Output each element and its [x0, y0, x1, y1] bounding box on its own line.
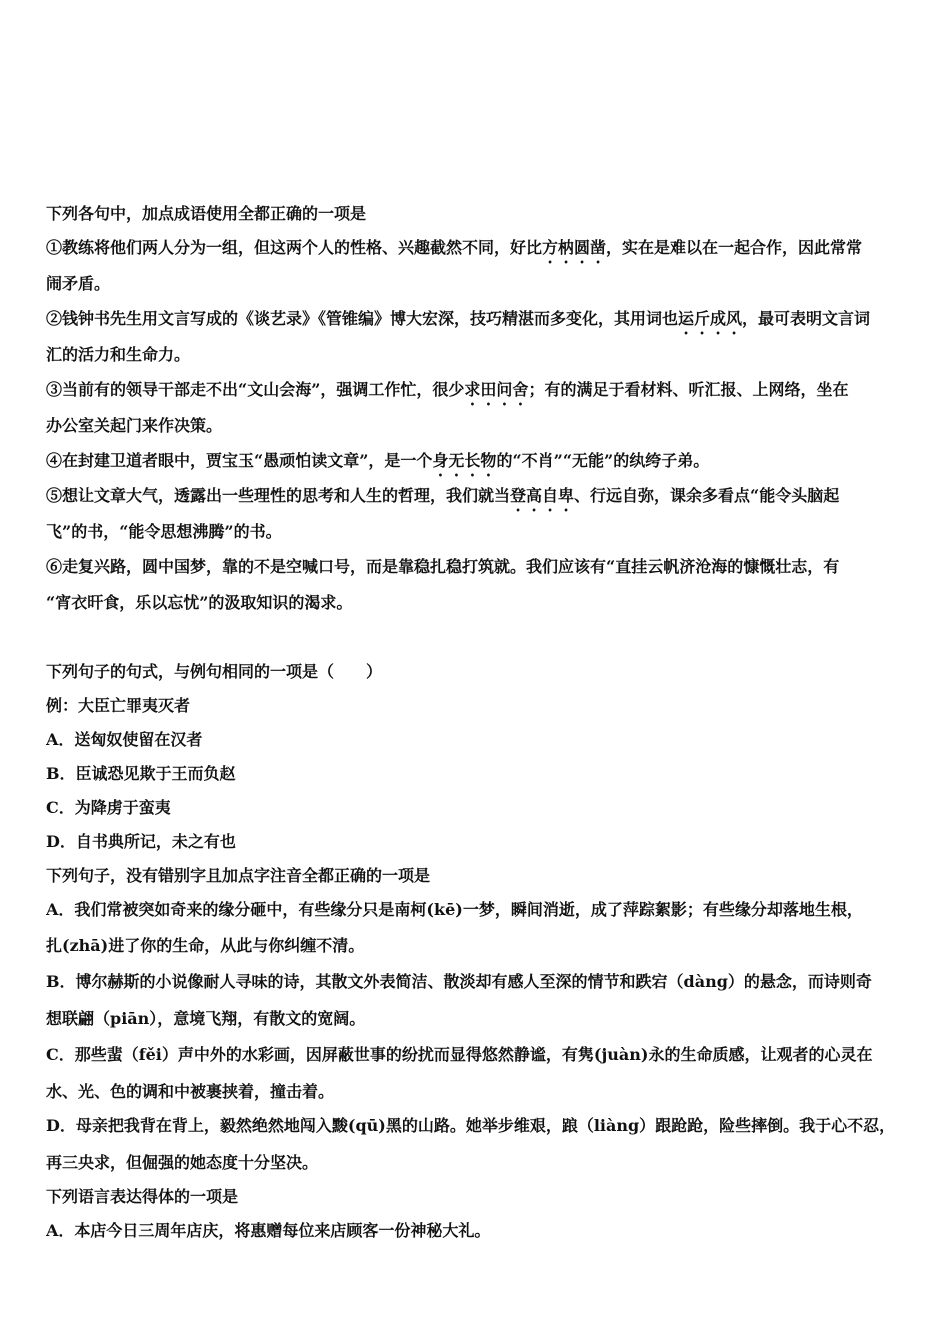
q3-stem: 下列句子，没有错别字且加点字注音全都正确的一项是: [46, 866, 431, 885]
text: ⑤想让文章大气，透露出一些理性的思考和人生的哲理，我们就当: [46, 486, 511, 505]
q2-option-b[interactable]: B．臣诚恐见欺于王而负赵: [46, 764, 236, 783]
text: ①教练将他们两人分为一组，但这两个人的性格、兴趣截然不同，好比: [46, 238, 543, 257]
q1-sentence-2-cont: 汇的活力和生命力。: [46, 345, 191, 364]
q1-sentence-5-cont: 飞”的书，“能令思想沸腾”的书。: [46, 522, 282, 541]
q2-option-a[interactable]: A．送匈奴使留在汉者: [46, 730, 203, 749]
q1-sentence-1-cont: 闹矛盾。: [46, 274, 111, 293]
q2-option-d[interactable]: D．自书典所记，未之有也: [46, 832, 236, 851]
q1-sentence-3: [46, 378, 908, 409]
text: ；有的满足于看材料、听汇报、上网络，坐在: [528, 380, 849, 399]
q3-option-c-cont: 水、光、色的调和中被裹挟着，撞击着。: [46, 1082, 335, 1101]
q1-sentence-6: ⑥走复兴路，圆中国梦，靠的不是空喊口号，而是靠稳扎稳打筑就。我们应该有“直挂云帆济沧海的慷慨壮志，有: [46, 557, 840, 576]
q2-stem: 下列句子的句式，与例句相同的一项是（ ）: [46, 662, 383, 681]
q1-sentence-6-cont: “宵衣旰食，乐以忘忧”的汲取知识的渴求。: [46, 593, 353, 612]
text: ，实在是难以在一起合作，因此常常: [606, 238, 863, 257]
q3-option-a[interactable]: A．我们常被突如奇来的缘分砸中，有些缘分只是南柯(kē)一梦，瞬间消逝，成了萍踪絮影；有些缘分却落地生根，: [46, 900, 863, 919]
q1-sentence-1: [46, 236, 908, 267]
q1-stem: 下列各句中，加点成语使用全都正确的一项是: [46, 204, 367, 223]
q2-option-c[interactable]: C．为降虏于蛮夷: [46, 798, 171, 817]
q1-sentence-2: [46, 307, 908, 338]
dotted-idiom: 求田问舍: [464, 380, 529, 399]
dotted-idiom: 身无长物: [432, 451, 497, 470]
dotted-idiom: 方枘圆凿: [542, 238, 607, 257]
text: ，最可表明文言词: [742, 309, 871, 328]
q3-option-b[interactable]: B．博尔赫斯的小说像耐人寻味的诗，其散文外表简洁、散淡却有感人至深的情节和跌宕（dàng）的悬念，而诗则奇: [46, 972, 872, 991]
q3-option-c[interactable]: C．那些蜚（fěi）声中外的水彩画，因屏蔽世事的纷扰而显得悠然静谧，有隽(juàn)永的生命质感，让观者的心灵在: [46, 1045, 873, 1064]
text: 、行远自弥，课余多看点“能令头脑起: [574, 486, 840, 505]
q1-sentence-5: [46, 484, 908, 515]
text: ④在封建卫道者眼中，贾宝玉“愚顽怕读文章”，是一个: [46, 451, 433, 470]
q3-option-a-cont: 扎(zhā)进了你的生命，从此与你纠缠不清。: [46, 936, 365, 955]
dotted-idiom: 登高自卑: [510, 486, 575, 505]
dotted-idiom: 运斤成风: [678, 309, 743, 328]
q3-option-b-cont: 想联翩（piān），意境飞翔，有散文的宽阔。: [46, 1009, 366, 1028]
q1-sentence-4: [46, 449, 908, 480]
text: ②钱钟书先生用文言写成的《谈艺录》《管锥编》博大宏深，技巧精湛而多变化，其用词也: [46, 309, 679, 328]
q2-example: 例：大臣亡罪夷灭者: [46, 696, 191, 715]
q4-stem: 下列语言表达得体的一项是: [46, 1187, 239, 1206]
text: ③当前有的领导干部走不出“文山会海”，强调工作忙，很少: [46, 380, 465, 399]
q3-option-d[interactable]: D．母亲把我背在背上，毅然绝然地闯入黢(qū)黑的山路。她举步维艰，踉（liàng）跟跄跄，险些摔倒。我于心不忍，: [46, 1116, 896, 1135]
q4-option-a[interactable]: A．本店今日三周年店庆，将惠赠每位来店顾客一份神秘大礼。: [46, 1221, 491, 1240]
q3-option-d-cont: 再三央求，但倔强的她态度十分坚决。: [46, 1153, 319, 1172]
text: 的“不肖”“无能”的纨绔子弟。: [496, 451, 710, 470]
q1-sentence-3-cont: 办公室关起门来作决策。: [46, 416, 223, 435]
